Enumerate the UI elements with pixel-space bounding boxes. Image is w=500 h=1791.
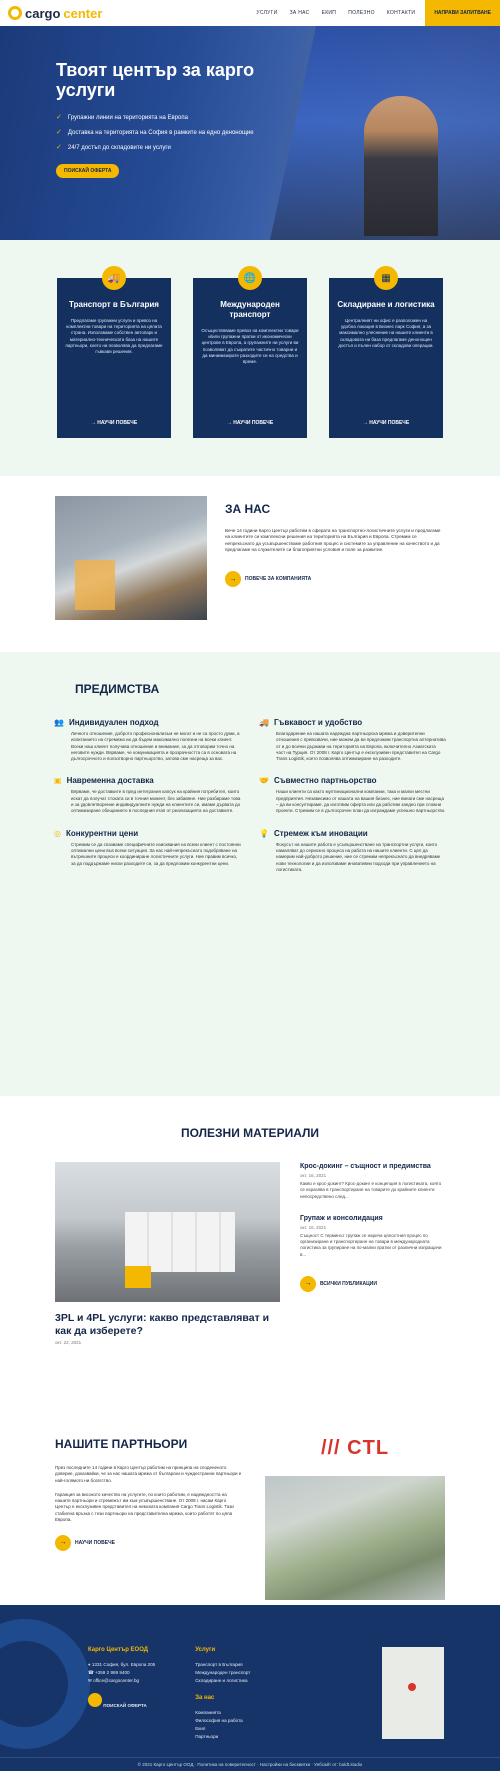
featured-post-title[interactable]: 3PL и 4PL услуги: какво представляват и как да изберете?	[55, 1312, 270, 1337]
services-section	[0, 240, 500, 476]
advantage-text: Наши клиенти са както мултинационални компании, така и малки местни предприятия. Независимо от нашата на вашия бизнес, ние винаги сме насреща – да ви консултираме, да изготвим оферта или да работим заедно при сложни проекти. Стремим се в дългосрочен план да изграждаме успешно партньорство.	[276, 789, 446, 814]
footer-address-text: 1331 София, бул. Европа 205	[91, 1662, 156, 1667]
nav-item-useful[interactable]: ПОЛЕЗНО	[348, 10, 375, 16]
hero-bullet	[56, 114, 256, 122]
post-title[interactable]: Крос-докинг – същност и предимства	[300, 1163, 431, 1170]
service-title: Транспорт в България	[69, 300, 159, 309]
service-text: Предлагаме групажни услуги и превоз на комплектни товари на територията на цялата страна. Използваме собствен автопарк и материално-техническата база на нашите партньори, което ни позволява да предлагаме гъвкави решения.	[65, 318, 163, 355]
check-icon: ✓	[56, 114, 62, 121]
arrow-right-icon: →	[300, 1276, 316, 1292]
advantage-heading	[54, 829, 241, 838]
footer-link[interactable]: Складиране и логистика	[195, 1678, 248, 1683]
materials-wrap	[55, 1162, 445, 1345]
advantage-item	[259, 776, 446, 814]
arrow-right-icon	[88, 1693, 102, 1707]
logo-text-1: cargo	[25, 5, 61, 21]
advantage-text: Стремим се да спазваме специфичните изисквания на всеки клиент с постоянни оптимални цени във всеки ситуация. За нас най-непрекъснато подобряване на вътрешните процеси е координиране логистичните услуги. Ние правим всичко, за да поддържаме ниски разходите си, за да предложим конкурентни цени.	[71, 841, 241, 866]
about-more-label: ПОВЕЧЕ ЗА КОМПАНИЯТА	[245, 576, 312, 583]
arrow-right-icon: →	[55, 1535, 71, 1551]
partners-paragraph: Гаранция за високото качество на услугите, по които работим, е надеждността на нашите партньори и стремежът им към усъвършенстване. От 2008 г. насам Карго Център е ексклузивен представител на немската компания Cargo Trans Logistik. Тази стабилна връзка с тези партньори на представителна мрежа, които работят по цяла Европа.	[55, 1491, 234, 1523]
all-posts-button[interactable]	[300, 1276, 377, 1292]
footer-email[interactable]	[88, 1677, 155, 1685]
nav-item-contacts[interactable]: КОНТАКТИ	[386, 10, 416, 16]
footer-link[interactable]: Международен транспорт	[195, 1670, 251, 1675]
featured-post-image[interactable]	[55, 1162, 280, 1302]
hero-bullet-text: 24/7 достъп до складовите ни услуги	[67, 145, 171, 151]
about-section	[0, 476, 500, 652]
check-icon: ✓	[56, 144, 62, 151]
pin-icon: ⌖	[88, 1662, 92, 1667]
nav-item-services[interactable]: УСЛУГИ	[256, 10, 278, 16]
advantage-item	[54, 776, 241, 814]
phone-icon: ☎	[88, 1670, 95, 1675]
footer-phone[interactable]	[88, 1669, 155, 1677]
about-more-button[interactable]	[225, 571, 311, 587]
advantage-title: Стремеж към иновации	[273, 828, 368, 838]
truck-icon: 🚚	[102, 266, 126, 290]
all-posts-label: ВСИЧКИ ПУБЛИКАЦИИ	[320, 1280, 377, 1287]
about-content	[225, 496, 445, 652]
advantage-item	[259, 829, 446, 873]
advantage-item	[259, 718, 446, 762]
footer-about-title: За нас	[195, 1695, 215, 1701]
footer-contact	[88, 1647, 155, 1741]
logo-text-2: center	[63, 5, 103, 21]
site-header	[0, 0, 500, 26]
logo-icon	[8, 6, 22, 20]
footer-link[interactable]: Партньори	[195, 1734, 219, 1739]
post-date: окт. 16, 2021	[300, 1173, 327, 1178]
about-forklift-image	[55, 496, 207, 620]
advantage-heading	[54, 718, 241, 727]
advantage-text: Вярваме, че доставките в пред интеграния капсук на крайния потребител, които искат да получат стоката си в точния момент, без забавяне. Ние разбираме това и за удовлетворение индивидуалните нужди на клиентите си, имаме дървата до оптимизиране обещанието в последния етап от реализацията на доставките.	[71, 789, 241, 814]
materials-section	[0, 1096, 500, 1419]
advantage-title: Навременна доставка	[66, 776, 154, 786]
service-title: Складиране и логистика	[337, 300, 435, 309]
footer-columns	[88, 1647, 250, 1741]
advantage-heading	[259, 776, 446, 785]
advantage-heading	[54, 776, 241, 785]
partners-more-button[interactable]	[55, 1535, 115, 1551]
service-more-link[interactable]: → НАУЧИ ПОВЕЧЕ	[362, 420, 410, 426]
advantage-heading	[259, 829, 446, 838]
advantage-title: Индивидуален подход	[68, 718, 159, 727]
service-more-link[interactable]: → НАУЧИ ПОВЕЧЕ	[226, 420, 274, 426]
advantage-item	[54, 718, 241, 762]
warehouse-aerial-image	[265, 1476, 445, 1600]
footer-link[interactable]: Философия на работа	[195, 1718, 243, 1723]
advantage-heading	[259, 718, 446, 727]
service-text: Осъществяваме превоз на комплектни товари и/или групажни пратки от икономически центрове в Европа, а групажните ни услуги ви позволяват да съкратите частично товарни и да минимизирате разходите си на средства и време.	[201, 328, 299, 365]
request-quote-button[interactable]: НАПРАВИ ЗАПИТВАНЕ	[425, 0, 500, 26]
hero-bullet	[56, 129, 256, 137]
advantages-grid	[54, 718, 446, 873]
footer-phone-text: +359 2 986 9400	[95, 1670, 130, 1675]
footer-link[interactable]: Компанията	[195, 1710, 221, 1715]
partners-content	[55, 1437, 243, 1605]
partners-media	[265, 1437, 445, 1605]
lightbulb-icon: 💡	[259, 828, 269, 838]
post-excerpt: Същност С терминът групаж се нарича цялостния процес по организиране и транспортиране на товари в международната логистика за групиране на по-малки пратки от различни изпращачи в...	[300, 1232, 442, 1257]
post-date: окт. 16, 2021	[300, 1224, 327, 1230]
post-title[interactable]: Групаж и консолидация	[300, 1214, 383, 1222]
check-icon: ✓	[56, 129, 62, 136]
footer-link[interactable]: Екип	[195, 1726, 206, 1731]
footer-address	[88, 1661, 155, 1669]
handshake-icon: 🤝	[259, 776, 269, 786]
main-nav	[256, 10, 415, 16]
warehouse-icon: ▦	[374, 266, 398, 290]
hero-bullet	[56, 144, 256, 152]
hero-title: Твоят център за карго услуги	[56, 60, 255, 100]
about-text: Вече 14 години Карго Център работим в сферата на транспортно-логистичните услуги и предлагаме на клиентите си комплексни решения на територията на България и Европа. Стремим се непрекъснато да усъвършенстваме работния процес и системите за управление на качеството и да предлагаме на служителите си благоприятни условия и поле за развитие.	[225, 528, 441, 553]
partners-section	[0, 1419, 500, 1605]
footer-services-title: Услуги	[195, 1647, 216, 1653]
service-more-label: НАУЧИ ПОВЕЧЕ	[233, 420, 274, 426]
advantage-title: Конкурентни цени	[65, 828, 139, 838]
coins-icon: ◎	[54, 828, 61, 838]
advantages-title: ПРЕДИМСТВА	[75, 682, 160, 696]
partners-paragraph: През последните 14 години в Карго Център работим на принципа на сподененото доверие, доказвайки, че за нас нашата мрежа от български и чуждестранни партньори е най-голямото ни богатство.	[55, 1465, 242, 1483]
advantage-text: Фокусът на нашите работа е усъвършенстване на транспортни услуги, които намаляват до сериозно процеса на работа на нашите клиенти. С цел да намерим най-доброто решение, ние се стремим непрекъснато да внедряваме нови технологии и да използваме иновативни подходи при управлението на логистиката.	[276, 841, 441, 872]
nav-item-team[interactable]: ЕКИП	[321, 10, 337, 16]
about-title: ЗА НАС	[225, 502, 271, 516]
footer-email-text: office@cargocenter.bg	[93, 1678, 140, 1683]
footer-link[interactable]: Транспорт в България	[195, 1662, 243, 1667]
footer-offer-label: ПОИСКАЙ ОФЕРТА	[103, 1703, 147, 1708]
hero-bullet-text: Доставка на територията на София в рамките на едно денонощие	[67, 130, 254, 136]
footer-offer-button[interactable]	[88, 1693, 155, 1710]
advantage-text: Личното отношение, доброто професионализъм не могат и не са просто думи, а изпитанието на стремежа ни да бъдем максимално полезни на всеки клиент. Всеки наш клиент получава отношение и внимание, за да отговорим точно на неговите нужди. Вярваме, че комуникацията и прозрачността са в основата на дългосрочното и ползотворно партньорство, затова сме насреща за вас.	[71, 731, 240, 762]
featured-post[interactable]	[55, 1162, 280, 1345]
mail-icon: ✉	[88, 1678, 94, 1683]
service-more-label: НАУЧИ ПОВЕЧЕ	[97, 420, 138, 426]
service-card-international	[193, 272, 307, 438]
site-logo[interactable]	[8, 6, 102, 21]
service-card-bulgaria	[57, 272, 171, 438]
hero-bullet-text: Групажни линии на територията на Европа	[67, 115, 188, 121]
advantage-text: Благодарение на нашата надеждна партньорска мрежа и доверителни отношения с превозвачи, ние можем да ви предложим транспортна алтернатива от и до всички държави на територията на Европа, включително Азиатската част на Турция. От 2008 г. Карго Център е ексклузивен представител на Cargo Trans Logistik, което позволява оптимизиране на разходите.	[276, 731, 446, 762]
footer-map[interactable]	[382, 1647, 444, 1739]
post-excerpt: Какво е крос-докинг? Крос-докинг е концепция в логистиката, която се изразява в транспортиране на товарите до крайните клиенти непосредствено след...	[300, 1181, 442, 1199]
truck-icon: 🚚	[259, 718, 269, 727]
advantage-title: Съвместно партньорство	[273, 776, 377, 786]
advantage-item	[54, 829, 241, 873]
users-icon: 👥	[54, 718, 64, 727]
hero-offer-button[interactable]: ПОИСКАЙ ОФЕРТА	[56, 164, 119, 178]
hero-content	[56, 60, 256, 178]
hero-driver-image	[364, 96, 438, 236]
ctl-logo-text: CTL	[347, 1437, 390, 1459]
featured-post-date: окт. 22, 2021	[55, 1340, 82, 1345]
hero-bullets	[56, 114, 256, 152]
service-text: Централният ни офис е разположен на удобна локация в Бизнес парк София, а за максимално улеснение на нашите клиенти в складовата ни база предлагаме денонощен достъп и пълен набор от складови операции.	[338, 318, 434, 348]
service-more-label: НАУЧИ ПОВЕЧЕ	[369, 420, 410, 426]
post-list	[300, 1162, 445, 1345]
list-item[interactable]	[300, 1162, 445, 1200]
partners-title: НАШИТЕ ПАРТНЬОРИ	[55, 1437, 188, 1451]
list-item[interactable]	[300, 1214, 445, 1258]
service-title: Международен транспорт	[220, 300, 280, 319]
service-card-storage	[329, 272, 443, 438]
globe-icon: 🌐	[238, 266, 262, 290]
site-footer	[0, 1605, 500, 1771]
hero-section	[0, 26, 500, 240]
service-more-link[interactable]: → НАУЧИ ПОВЕЧЕ	[90, 420, 138, 426]
ctl-logo[interactable]: /// CTL	[320, 1437, 390, 1459]
materials-title: ПОЛЕЗНИ МАТЕРИАЛИ	[180, 1126, 320, 1140]
nav-item-about[interactable]: ЗА НАС	[289, 10, 310, 16]
footer-copyright: © 2021 Карго Център ООД · Политика на поверителност · Настройки на бисквитки · Уебсайт от: boldt.studio	[0, 1757, 500, 1771]
footer-logo-mark	[0, 1619, 90, 1749]
footer-links	[195, 1647, 250, 1741]
calendar-icon: ▣	[54, 776, 62, 786]
arrow-right-icon: →	[225, 571, 241, 587]
footer-company: Карго Център ЕООД	[88, 1647, 149, 1653]
partners-more-label: НАУЧИ ПОВЕЧЕ	[75, 1539, 115, 1546]
advantage-title: Гъвкавост и удобство	[273, 718, 363, 727]
advantages-section	[0, 652, 500, 1096]
